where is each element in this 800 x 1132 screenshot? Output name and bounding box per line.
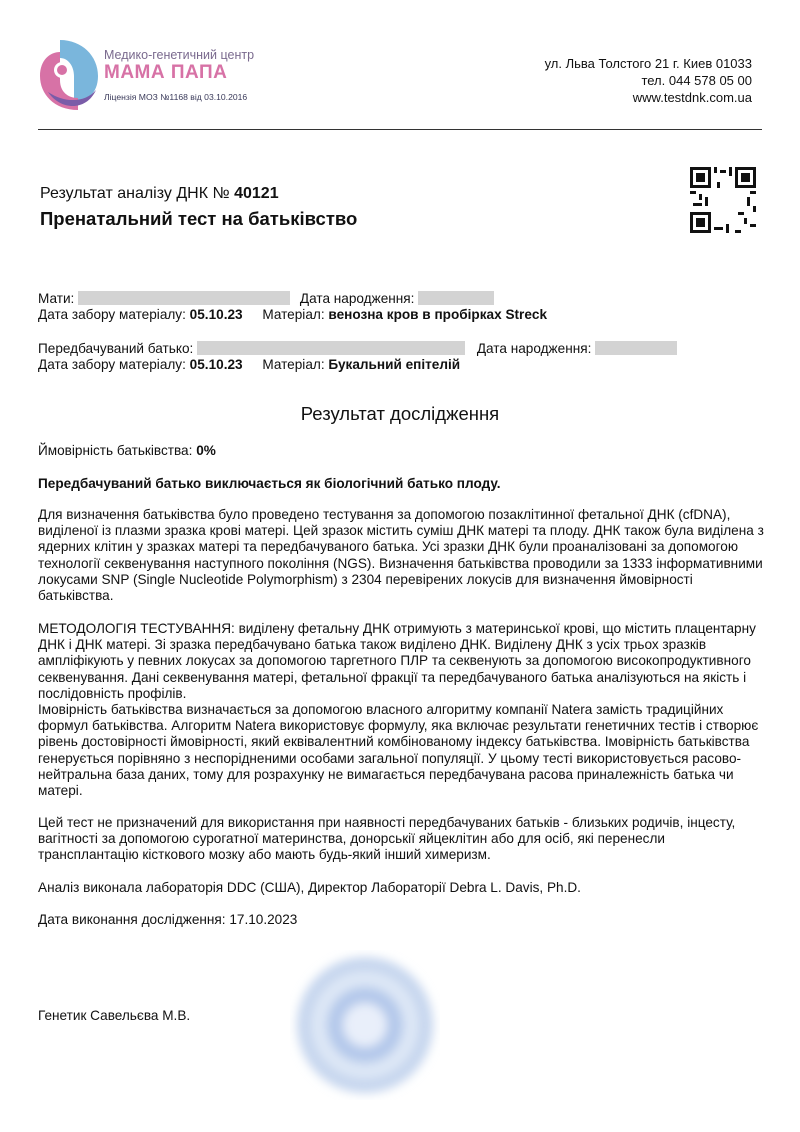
mother-material-value: венозна кров в пробірках Streck — [328, 307, 548, 322]
mother-row — [38, 291, 494, 306]
probability-label: Ймовірність батьківства: — [38, 443, 193, 458]
father-birth-redacted — [595, 341, 677, 355]
mother-material-label: Матеріал: — [262, 307, 325, 322]
paragraph-text: Імовірність батьківства визначається за допомогою власного алгоритму компанії Natera замість традиційних формул батьківства. Алгоритм Natera використовує формулу, яка включає результати генетичних тестів і створює рівень достовірності ймовірності, який еквівалентний комбінованому індексу батьківства. Імовірність батьківства генерується порівняно з неспорідненими особами загальної популяції. У цьому тесті використовується расово-нейтральна база даних, тому для розрахунку не вимагається передбачувана расова приналежність батька чи матері. — [38, 702, 759, 799]
blurred-stamp — [290, 950, 440, 1100]
father-birth-label: Дата народження: — [476, 341, 592, 356]
paragraph-text: Цей тест не призначений для використання при наявності передбачуваних батьків - близьких родичів, інцесту, вагітності за допомогою сурогатної материнства, донорськії яйцеклітин або для осіб, які перенесли трансплантацію кісткового мозку або мають будь-який інший химеризм. — [38, 815, 736, 863]
clinic-contacts — [545, 55, 752, 106]
clinic-logo — [38, 36, 100, 112]
mother-birth-label: Дата народження: — [299, 291, 415, 306]
lab-statement: Аналіз виконала лабораторія DDC (США), Директор Лабораторії Debra L. Davis, Ph.D. — [38, 880, 581, 895]
father-label: Передбачуваний батько: — [38, 341, 194, 356]
mother-collection-label: Дата забору матеріалу: — [38, 307, 186, 322]
report-number: 40121 — [234, 185, 279, 202]
mother-birth-redacted — [418, 291, 494, 305]
clinic-name: МАМА ПАПА — [104, 62, 228, 83]
paragraph-text: Для визначення батьківства було проведено тестування за допомогою позаклітинної фетальної ДНК (cfDNA), виділеної із плазми зразка крові матері. Цей зразок містить суміш ДНК матері та плоду. ДНК також була виділена з ядерних клітин у зразках матері та передбачуваного батька. Усі зразки ДНК були проаналізовані за допомогою технології секвенування наступного покоління (NGS). Визначення батьківства проводили за 1333 інформативними локусами SNP (Single Nucleotide Polymorphism) з 2304 перевірених локусів для визначення ймовірності батьківства. — [38, 507, 764, 604]
mother-label: Мати: — [38, 291, 75, 306]
paragraph-text: МЕТОДОЛОГІЯ ТЕСТУВАННЯ: виділену фетальну ДНК отримують з материнської крові, що містить плацентарну ДНК і ДНК матері. Зі зразка передбачувано батька також виділено ДНК. Виділену ДНК з усіх трьох зразків ампліфікують у певних локусах за допомогою таргетного ПЛР та секвенують за допомогою високопродуктивного секвенування. Дані секвенування матері, фетальної фракції та передбачуваного батька аналізуються на якість і послідовність профілів. — [38, 621, 756, 701]
mother-name-redacted — [78, 291, 290, 305]
father-material-label: Матеріал: — [262, 357, 325, 372]
conclusion: Передбачуваний батько виключається як біологічний батько плоду. — [38, 476, 501, 491]
probability-row — [38, 443, 216, 458]
report-title: Пренатальний тест на батьківство — [40, 208, 358, 229]
clinic-subtitle: Медико-генетичний центр — [104, 48, 255, 62]
report-number-label: Результат аналізу ДНК № — [40, 185, 230, 202]
paragraph-limitations — [38, 815, 764, 864]
clinic-phone: тел. 044 578 05 00 — [641, 73, 752, 88]
paragraph-method-summary — [38, 507, 764, 604]
mother-collection-date: 05.10.23 — [189, 307, 243, 322]
paragraph-methodology — [38, 621, 764, 799]
father-name-redacted — [197, 341, 465, 355]
father-collection-date: 05.10.23 — [189, 357, 243, 372]
result-heading: Результат дослідження — [300, 403, 500, 424]
father-collection-label: Дата забору матеріалу: — [38, 357, 186, 372]
header-divider — [38, 129, 762, 130]
clinic-license: Ліцензія МОЗ №1168 від 03.10.2016 — [104, 92, 248, 102]
geneticist-signature-line: Генетик Савельєва М.В. — [38, 1008, 191, 1023]
father-collection-row — [38, 357, 460, 372]
qr-code-icon — [690, 167, 756, 233]
clinic-address: ул. Льва Толстого 21 г. Киев 01033 — [544, 56, 752, 71]
probability-value: 0% — [196, 443, 216, 458]
father-row — [38, 341, 677, 356]
mother-collection-row — [38, 307, 547, 322]
clinic-website: www.testdnk.com.ua — [632, 90, 752, 105]
test-date: Дата виконання дослідження: 17.10.2023 — [38, 912, 298, 927]
report-number-line — [40, 185, 279, 203]
father-material-value: Букальний епітелій — [328, 357, 461, 372]
